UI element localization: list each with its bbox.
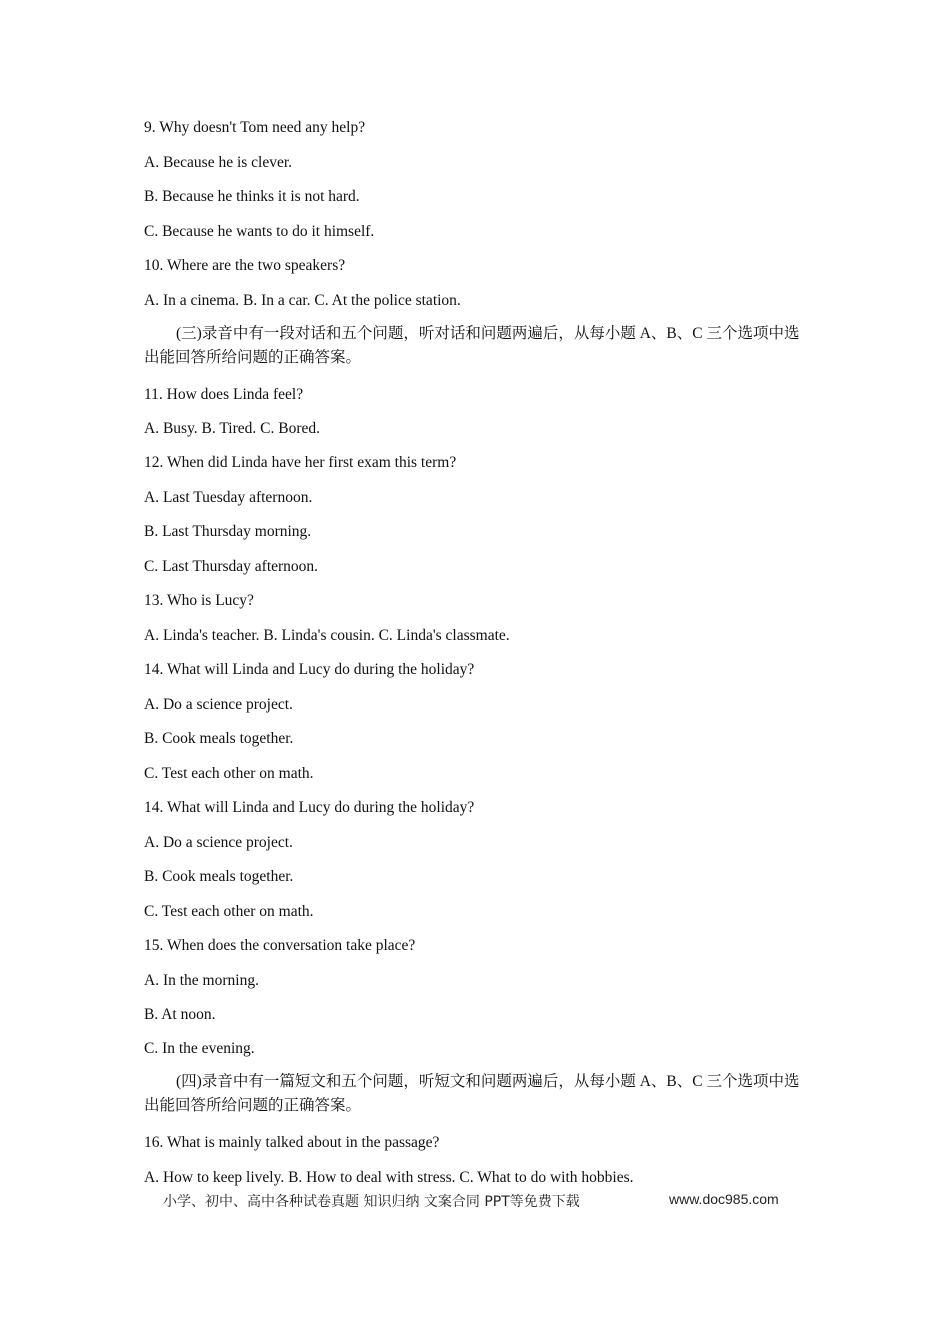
q12-option-a: A. Last Tuesday afternoon. [144,489,313,506]
q10-options: A. In a cinema. B. In a car. C. At the police station. [144,292,461,309]
q9-option-c: C. Because he wants to do it himself. [144,223,375,240]
q15-option-b: B. At noon. [144,1006,216,1023]
question-13: 13. Who is Lucy? [144,592,254,609]
question-9: 9. Why doesn't Tom need any help? [144,119,366,136]
q12-option-c: C. Last Thursday afternoon. [144,558,319,575]
q11-options: A. Busy. B. Tired. C. Bored. [144,420,320,437]
q9-option-a: A. Because he is clever. [144,154,293,171]
q12-option-b: B. Last Thursday morning. [144,523,312,540]
q14-repeat-option-c: C. Test each other on math. [144,903,314,920]
footer-url[interactable]: www.doc985.com [669,1191,779,1207]
q14-repeat-option-b: B. Cook meals together. [144,868,294,885]
question-14: 14. What will Linda and Lucy do during the holiday? [144,661,475,678]
question-12: 12. When did Linda have her first exam this term? [144,454,457,471]
question-14-repeat: 14. What will Linda and Lucy do during the holiday? [144,799,475,816]
q14-repeat-option-a: A. Do a science project. [144,834,293,851]
q14-option-b: B. Cook meals together. [144,730,294,747]
question-15: 15. When does the conversation take place? [144,937,416,954]
q14-option-c: C. Test each other on math. [144,765,314,782]
q16-options: A. How to keep lively. B. How to deal with stress. C. What to do with hobbies. [144,1169,634,1186]
question-16: 16. What is mainly talked about in the passage? [144,1134,440,1151]
question-11: 11. How does Linda feel? [144,386,304,403]
footer-text: 小学、初中、高中各种试卷真题 知识归纳 文案合同 PPT等免费下载 [163,1194,580,1210]
section-4-instructions: (四)录音中有一篇短文和五个问题，听短文和问题两遍后，从每小题 A、B、C 三个选项中选出能回答所给问题的正确答案。 [144,1073,800,1114]
question-10: 10. Where are the two speakers? [144,257,346,274]
q9-option-b: B. Because he thinks it is not hard. [144,188,360,205]
q15-option-c: C. In the evening. [144,1040,255,1057]
q14-option-a: A. Do a science project. [144,696,293,713]
section-3-instructions: (三)录音中有一段对话和五个问题，听对话和问题两遍后，从每小题 A、B、C 三个选项中选出能回答所给问题的正确答案。 [144,325,800,366]
q13-options: A. Linda's teacher. B. Linda's cousin. C. Linda's classmate. [144,627,510,644]
page-footer [0,1191,950,1211]
q15-option-a: A. In the morning. [144,972,259,989]
